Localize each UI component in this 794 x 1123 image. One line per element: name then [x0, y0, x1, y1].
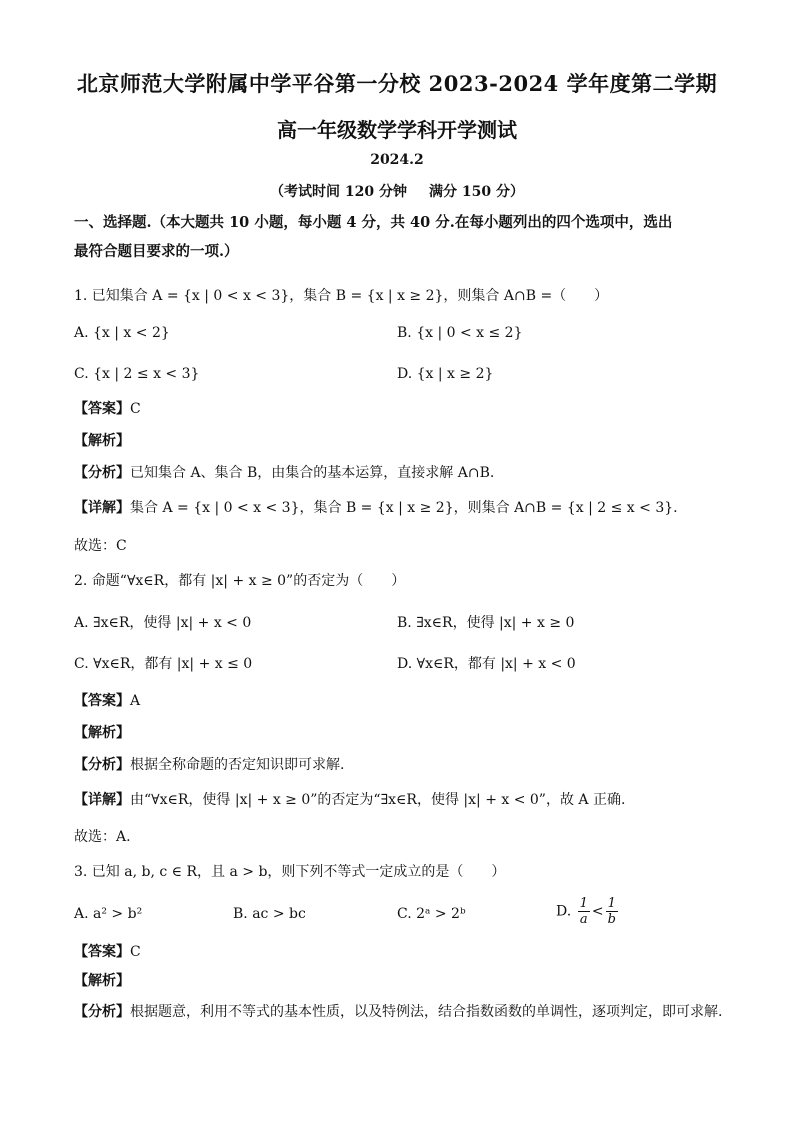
q1-option-d: D. {x | x ≥ 2}	[397, 366, 494, 382]
q2-stem: 2. 命题“∀x∈R，都有 |x| + x ≥ 0”的否定为（ ）	[74, 573, 406, 589]
fenxi-tag: 【分析】	[74, 465, 130, 481]
q2-option-b: B. ∃x∈R，使得 |x| + x ≥ 0	[397, 615, 575, 631]
q2-detail	[74, 790, 625, 810]
fenxi-text: 已知集合 A、集合 B，由集合的基本运算，直接求解 A∩B.	[130, 465, 495, 481]
q2-choose: 故选：A.	[74, 829, 131, 845]
exam-score: 满分 150 分）	[429, 184, 524, 200]
document-title: 北京师范大学附属中学平谷第一分校 2023-2024 学年度第二学期	[76, 71, 718, 96]
fraction-numerator: 1	[579, 896, 588, 911]
q3-answer	[74, 942, 141, 962]
detail-text: 由“∀x∈R，使得 |x| + x ≥ 0”的否定为“∃x∈R，使得 |x| + x < 0”，故 A 正确.	[130, 792, 626, 808]
section-heading-line1: 一、选择题.（本大题共 10 小题，每小题 4 分，共 40 分.在每小题列出的四个选项中，选出	[74, 214, 673, 231]
fenxi-text: 根据全称命题的否定知识即可求解.	[130, 757, 345, 773]
q3-option-a: A. a² > b²	[74, 906, 143, 922]
answer-tag: 【答案】	[74, 401, 130, 417]
q1-fenxi	[74, 463, 494, 483]
detail-text: 集合 A = {x | 0 < x < 3}，集合 B = {x | x ≥ 2}，则集合 A∩B = {x | 2 ≤ x < 3}.	[130, 500, 678, 516]
less-than-sign: <	[591, 903, 604, 920]
q2-fenxi	[74, 755, 344, 775]
q2-option-a: A. ∃x∈R，使得 |x| + x < 0	[74, 615, 252, 631]
q2-answer	[74, 691, 140, 711]
q2-analysis-tag	[74, 723, 130, 743]
fenxi-tag: 【分析】	[74, 1004, 130, 1020]
exam-time: （考试时间 120 分钟	[270, 184, 407, 200]
answer-tag: 【答案】	[74, 944, 130, 960]
q3-fenxi	[74, 1002, 722, 1022]
analysis-tag: 【解析】	[74, 973, 130, 989]
q1-detail	[74, 498, 678, 518]
exam-info	[0, 181, 794, 201]
q3-stem: 3. 已知 a, b, c ∈ R，且 a > b，则下列不等式一定成立的是（ ）	[74, 864, 506, 880]
q3-option-d	[556, 896, 620, 927]
q1-option-b: B. {x | 0 < x ≤ 2}	[397, 325, 523, 341]
q1-answer	[74, 399, 141, 419]
q2-option-c: C. ∀x∈R，都有 |x| + x ≤ 0	[74, 656, 253, 672]
q1-analysis-tag	[74, 431, 130, 451]
fraction-denominator: a	[579, 912, 588, 927]
document-subtitle: 高一年级数学学科开学测试	[277, 118, 517, 142]
q1-choose: 故选：C	[74, 538, 127, 554]
q2-option-d: D. ∀x∈R，都有 |x| + x < 0	[397, 656, 576, 672]
fraction-numerator: 1	[606, 896, 618, 912]
exam-date: 2024.2	[370, 152, 424, 168]
fraction-1-over-a	[578, 896, 590, 927]
q3-analysis-tag	[74, 971, 130, 991]
fenxi-text: 根据题意，利用不等式的基本性质，以及特例法，结合指数函数的单调性，逐项判定，即可求解.	[130, 1004, 723, 1020]
analysis-tag: 【解析】	[74, 725, 130, 741]
q1-option-c: C. {x | 2 ≤ x < 3}	[74, 366, 200, 382]
section-heading-line2: 最符合题目要求的一项.）	[74, 243, 239, 260]
answer-value: C	[130, 944, 141, 960]
fraction-denominator: b	[607, 912, 616, 927]
fraction-1-over-b	[606, 896, 618, 927]
q1-option-a: A. {x | x < 2}	[74, 325, 170, 341]
detail-tag: 【详解】	[74, 500, 130, 516]
q3-option-c: C. 2ᵃ > 2ᵇ	[397, 906, 466, 922]
answer-value: A	[130, 693, 141, 709]
detail-tag: 【详解】	[74, 792, 130, 808]
answer-value: C	[130, 401, 141, 417]
q3-option-b: B. ac > bc	[233, 906, 306, 922]
q1-stem: 1. 已知集合 A = {x | 0 < x < 3}，集合 B = {x | x ≥ 2}，则集合 A∩B =（ ）	[74, 288, 609, 304]
option-d-label: D.	[556, 903, 572, 920]
answer-tag: 【答案】	[74, 693, 130, 709]
fenxi-tag: 【分析】	[74, 757, 130, 773]
analysis-tag: 【解析】	[74, 433, 130, 449]
